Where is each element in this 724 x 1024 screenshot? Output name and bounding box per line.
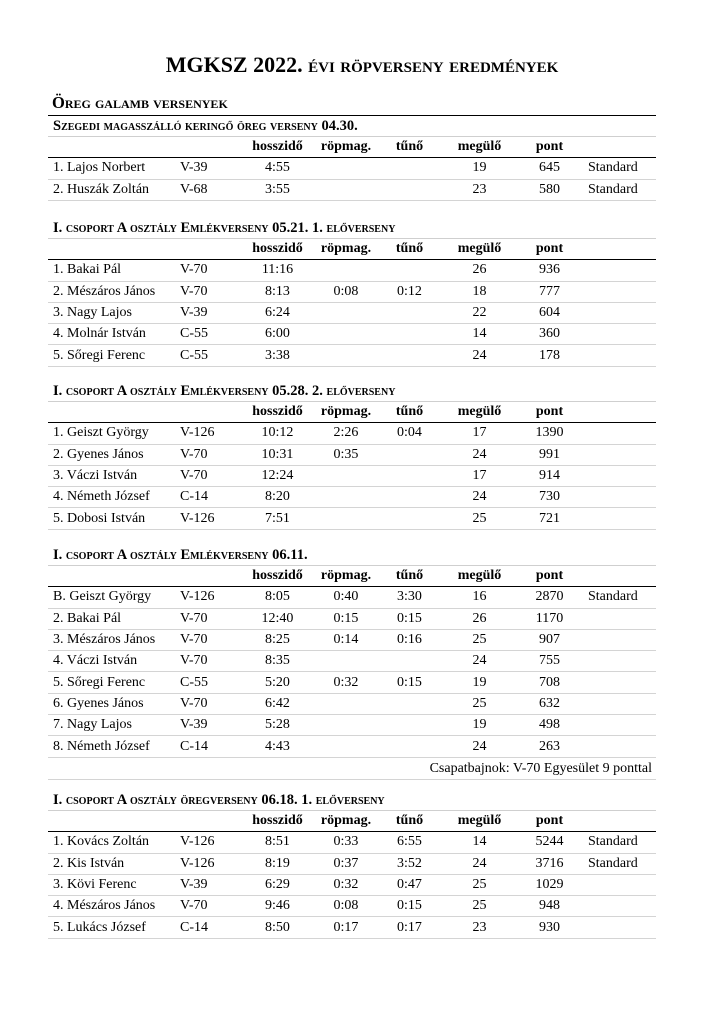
pont-value: 936 bbox=[517, 260, 582, 281]
col-hosszido-header: hosszidő bbox=[240, 566, 315, 587]
table-row bbox=[48, 917, 656, 938]
standard-note: Standard bbox=[582, 832, 656, 853]
tuno-value bbox=[377, 260, 442, 281]
megulo-value: 14 bbox=[442, 324, 517, 345]
table-row bbox=[48, 423, 656, 444]
team-champion-note: Csapatbajnok: V-70 Egyesület 9 ponttal bbox=[48, 758, 656, 780]
hosszido-value: 8:19 bbox=[240, 853, 315, 874]
table-header-row bbox=[48, 566, 656, 587]
standard-note bbox=[582, 465, 656, 486]
competitor-name: 3. Váczi István bbox=[48, 465, 180, 486]
club-code: V-70 bbox=[180, 651, 240, 672]
competitor-name: 3. Kövi Ferenc bbox=[48, 874, 180, 895]
megulo-value: 25 bbox=[442, 693, 517, 714]
col-megulo-header: megülő bbox=[442, 566, 517, 587]
results-table bbox=[48, 239, 656, 367]
table-row bbox=[48, 672, 656, 693]
megulo-value: 22 bbox=[442, 302, 517, 323]
competitor-name: 4. Mészáros János bbox=[48, 896, 180, 917]
standard-note bbox=[582, 444, 656, 465]
megulo-value: 19 bbox=[442, 715, 517, 736]
ropmag-value bbox=[315, 651, 377, 672]
col-hosszido-header: hosszidő bbox=[240, 239, 315, 260]
table-row bbox=[48, 629, 656, 650]
competition-block bbox=[48, 545, 656, 780]
club-code: V-39 bbox=[180, 874, 240, 895]
competitor-name: 2. Gyenes János bbox=[48, 444, 180, 465]
pont-value: 580 bbox=[517, 179, 582, 200]
hosszido-value: 3:55 bbox=[240, 179, 315, 200]
ropmag-value: 0:33 bbox=[315, 832, 377, 853]
tuno-value: 0:15 bbox=[377, 896, 442, 917]
pont-value: 5244 bbox=[517, 832, 582, 853]
standard-note bbox=[582, 487, 656, 508]
tuno-value: 0:04 bbox=[377, 423, 442, 444]
col-ropmag-header: röpmag. bbox=[315, 811, 377, 832]
club-code: V-126 bbox=[180, 832, 240, 853]
standard-note bbox=[582, 423, 656, 444]
pont-value: 3716 bbox=[517, 853, 582, 874]
table-header-row bbox=[48, 239, 656, 260]
ropmag-value bbox=[315, 715, 377, 736]
standard-note bbox=[582, 874, 656, 895]
standard-note bbox=[582, 896, 656, 917]
table-row bbox=[48, 281, 656, 302]
tuno-value: 0:15 bbox=[377, 672, 442, 693]
club-code: V-126 bbox=[180, 587, 240, 608]
competitor-name: 4. Váczi István bbox=[48, 651, 180, 672]
ropmag-value: 0:35 bbox=[315, 444, 377, 465]
competitor-name: 1. Geiszt György bbox=[48, 423, 180, 444]
table-row bbox=[48, 874, 656, 895]
ropmag-value: 0:32 bbox=[315, 672, 377, 693]
ropmag-value: 0:08 bbox=[315, 896, 377, 917]
col-tuno-header: tűnő bbox=[377, 811, 442, 832]
table-row bbox=[48, 487, 656, 508]
tuno-value bbox=[377, 651, 442, 672]
competition-title: I. csoport A osztály Emlékverseny 05.28. 2. előverseny bbox=[48, 381, 656, 402]
tuno-value: 0:12 bbox=[377, 281, 442, 302]
col-tuno-header: tűnő bbox=[377, 402, 442, 423]
club-code: V-70 bbox=[180, 465, 240, 486]
megulo-value: 24 bbox=[442, 853, 517, 874]
hosszido-value: 12:24 bbox=[240, 465, 315, 486]
standard-note bbox=[582, 715, 656, 736]
competitor-name: 4. Németh József bbox=[48, 487, 180, 508]
table-header-row bbox=[48, 811, 656, 832]
club-code: V-126 bbox=[180, 853, 240, 874]
pont-value: 730 bbox=[517, 487, 582, 508]
club-code: C-55 bbox=[180, 324, 240, 345]
col-pont-header: pont bbox=[517, 402, 582, 423]
tuno-value bbox=[377, 345, 442, 366]
ropmag-value: 0:15 bbox=[315, 608, 377, 629]
standard-note: Standard bbox=[582, 179, 656, 200]
competitor-name: 3. Nagy Lajos bbox=[48, 302, 180, 323]
ropmag-value bbox=[315, 487, 377, 508]
ropmag-value bbox=[315, 508, 377, 529]
table-row bbox=[48, 444, 656, 465]
competition-title: I. csoport A osztály öregverseny 06.18. 1. előverseny bbox=[48, 790, 656, 811]
table-row bbox=[48, 896, 656, 917]
hosszido-value: 6:24 bbox=[240, 302, 315, 323]
megulo-value: 23 bbox=[442, 917, 517, 938]
competition-block bbox=[48, 116, 656, 201]
col-megulo-header: megülő bbox=[442, 137, 517, 158]
table-row bbox=[48, 832, 656, 853]
megulo-value: 17 bbox=[442, 465, 517, 486]
megulo-value: 24 bbox=[442, 651, 517, 672]
col-hosszido-header: hosszidő bbox=[240, 402, 315, 423]
tuno-value: 3:52 bbox=[377, 853, 442, 874]
pont-value: 2870 bbox=[517, 587, 582, 608]
megulo-value: 24 bbox=[442, 487, 517, 508]
hosszido-value: 10:31 bbox=[240, 444, 315, 465]
results-table bbox=[48, 811, 656, 939]
hosszido-value: 11:16 bbox=[240, 260, 315, 281]
table-row bbox=[48, 158, 656, 179]
pont-value: 1170 bbox=[517, 608, 582, 629]
table-row bbox=[48, 345, 656, 366]
table-row bbox=[48, 853, 656, 874]
pont-value: 360 bbox=[517, 324, 582, 345]
ropmag-value bbox=[315, 345, 377, 366]
hosszido-value: 8:50 bbox=[240, 917, 315, 938]
table-row bbox=[48, 324, 656, 345]
col-megulo-header: megülő bbox=[442, 811, 517, 832]
club-code: V-126 bbox=[180, 508, 240, 529]
hosszido-value: 5:28 bbox=[240, 715, 315, 736]
megulo-value: 14 bbox=[442, 832, 517, 853]
col-ropmag-header: röpmag. bbox=[315, 137, 377, 158]
competition-title: I. csoport A osztály Emlékverseny 06.11. bbox=[48, 545, 656, 566]
competitor-name: 2. Kis István bbox=[48, 853, 180, 874]
club-code: V-39 bbox=[180, 302, 240, 323]
table-row bbox=[48, 736, 656, 757]
megulo-value: 24 bbox=[442, 345, 517, 366]
standard-note bbox=[582, 693, 656, 714]
hosszido-value: 5:20 bbox=[240, 672, 315, 693]
competitor-name: 7. Nagy Lajos bbox=[48, 715, 180, 736]
table-row bbox=[48, 651, 656, 672]
competition-block bbox=[48, 790, 656, 939]
table-header-row bbox=[48, 402, 656, 423]
hosszido-value: 12:40 bbox=[240, 608, 315, 629]
megulo-value: 16 bbox=[442, 587, 517, 608]
club-code: V-70 bbox=[180, 896, 240, 917]
tuno-value: 0:16 bbox=[377, 629, 442, 650]
standard-note: Standard bbox=[582, 587, 656, 608]
pont-value: 1029 bbox=[517, 874, 582, 895]
col-pont-header: pont bbox=[517, 811, 582, 832]
table-row bbox=[48, 465, 656, 486]
pont-value: 991 bbox=[517, 444, 582, 465]
pont-value: 708 bbox=[517, 672, 582, 693]
club-code: C-14 bbox=[180, 736, 240, 757]
col-hosszido-header: hosszidő bbox=[240, 137, 315, 158]
pont-value: 721 bbox=[517, 508, 582, 529]
tuno-value bbox=[377, 693, 442, 714]
tuno-value: 0:15 bbox=[377, 608, 442, 629]
table-row bbox=[48, 508, 656, 529]
standard-note bbox=[582, 651, 656, 672]
hosszido-value: 8:51 bbox=[240, 832, 315, 853]
ropmag-value bbox=[315, 736, 377, 757]
col-tuno-header: tűnő bbox=[377, 566, 442, 587]
club-code: C-14 bbox=[180, 917, 240, 938]
table-row bbox=[48, 302, 656, 323]
competitor-name: 1. Bakai Pál bbox=[48, 260, 180, 281]
tuno-value bbox=[377, 324, 442, 345]
pont-value: 263 bbox=[517, 736, 582, 757]
hosszido-value: 4:55 bbox=[240, 158, 315, 179]
hosszido-value: 9:46 bbox=[240, 896, 315, 917]
pont-value: 645 bbox=[517, 158, 582, 179]
tuno-value bbox=[377, 508, 442, 529]
pont-value: 914 bbox=[517, 465, 582, 486]
table-row bbox=[48, 260, 656, 281]
competition-title: Szegedi magasszálló keringő öreg verseny 04.30. bbox=[48, 116, 656, 137]
megulo-value: 19 bbox=[442, 158, 517, 179]
col-tuno-header: tűnő bbox=[377, 239, 442, 260]
club-code: C-55 bbox=[180, 345, 240, 366]
tuno-value bbox=[377, 736, 442, 757]
competitor-name: 8. Németh József bbox=[48, 736, 180, 757]
standard-note bbox=[582, 917, 656, 938]
hosszido-value: 6:29 bbox=[240, 874, 315, 895]
hosszido-value: 4:43 bbox=[240, 736, 315, 757]
col-megulo-header: megülő bbox=[442, 402, 517, 423]
table-header-row bbox=[48, 137, 656, 158]
tuno-value bbox=[377, 158, 442, 179]
hosszido-value: 8:20 bbox=[240, 487, 315, 508]
megulo-value: 25 bbox=[442, 874, 517, 895]
competition-block bbox=[48, 381, 656, 530]
tuno-value bbox=[377, 302, 442, 323]
club-code: V-39 bbox=[180, 715, 240, 736]
standard-note bbox=[582, 608, 656, 629]
ropmag-value bbox=[315, 179, 377, 200]
megulo-value: 17 bbox=[442, 423, 517, 444]
club-code: V-70 bbox=[180, 608, 240, 629]
hosszido-value: 8:35 bbox=[240, 651, 315, 672]
pont-value: 498 bbox=[517, 715, 582, 736]
megulo-value: 25 bbox=[442, 896, 517, 917]
pont-value: 632 bbox=[517, 693, 582, 714]
table-row bbox=[48, 715, 656, 736]
club-code: V-126 bbox=[180, 423, 240, 444]
standard-note bbox=[582, 302, 656, 323]
club-code: V-70 bbox=[180, 260, 240, 281]
competitor-name: 6. Gyenes János bbox=[48, 693, 180, 714]
col-megulo-header: megülő bbox=[442, 239, 517, 260]
pont-value: 755 bbox=[517, 651, 582, 672]
pont-value: 948 bbox=[517, 896, 582, 917]
col-pont-header: pont bbox=[517, 137, 582, 158]
pont-value: 907 bbox=[517, 629, 582, 650]
col-ropmag-header: röpmag. bbox=[315, 239, 377, 260]
competitor-name: 2. Mészáros János bbox=[48, 281, 180, 302]
pont-value: 777 bbox=[517, 281, 582, 302]
hosszido-value: 6:42 bbox=[240, 693, 315, 714]
competitor-name: 5. Dobosi István bbox=[48, 508, 180, 529]
competitor-name: 4. Molnár István bbox=[48, 324, 180, 345]
pont-value: 178 bbox=[517, 345, 582, 366]
standard-note: Standard bbox=[582, 158, 656, 179]
standard-note bbox=[582, 345, 656, 366]
col-ropmag-header: röpmag. bbox=[315, 402, 377, 423]
club-code: V-70 bbox=[180, 444, 240, 465]
table-row bbox=[48, 608, 656, 629]
tuno-value: 3:30 bbox=[377, 587, 442, 608]
standard-note: Standard bbox=[582, 853, 656, 874]
ropmag-value: 0:08 bbox=[315, 281, 377, 302]
competitor-name: 2. Huszák Zoltán bbox=[48, 179, 180, 200]
hosszido-value: 6:00 bbox=[240, 324, 315, 345]
ropmag-value: 0:32 bbox=[315, 874, 377, 895]
hosszido-value: 8:13 bbox=[240, 281, 315, 302]
megulo-value: 26 bbox=[442, 608, 517, 629]
ropmag-value bbox=[315, 693, 377, 714]
megulo-value: 25 bbox=[442, 508, 517, 529]
megulo-value: 19 bbox=[442, 672, 517, 693]
standard-note bbox=[582, 324, 656, 345]
tuno-value bbox=[377, 715, 442, 736]
results-table bbox=[48, 402, 656, 530]
hosszido-value: 3:38 bbox=[240, 345, 315, 366]
tuno-value bbox=[377, 444, 442, 465]
table-row bbox=[48, 587, 656, 608]
competitor-name: 3. Mészáros János bbox=[48, 629, 180, 650]
ropmag-value bbox=[315, 302, 377, 323]
club-code: V-68 bbox=[180, 179, 240, 200]
col-pont-header: pont bbox=[517, 239, 582, 260]
megulo-value: 24 bbox=[442, 736, 517, 757]
page-title: MGKSZ 2022. évi röpverseny eredmények bbox=[165, 52, 559, 77]
hosszido-value: 8:25 bbox=[240, 629, 315, 650]
megulo-value: 24 bbox=[442, 444, 517, 465]
ropmag-value: 0:40 bbox=[315, 587, 377, 608]
competition-block bbox=[48, 218, 656, 367]
standard-note bbox=[582, 260, 656, 281]
club-code: V-70 bbox=[180, 693, 240, 714]
competitor-name: 2. Bakai Pál bbox=[48, 608, 180, 629]
tuno-value: 0:47 bbox=[377, 874, 442, 895]
hosszido-value: 10:12 bbox=[240, 423, 315, 444]
club-code: C-14 bbox=[180, 487, 240, 508]
col-tuno-header: tűnő bbox=[377, 137, 442, 158]
standard-note bbox=[582, 672, 656, 693]
club-code: C-55 bbox=[180, 672, 240, 693]
ropmag-value bbox=[315, 324, 377, 345]
section-title: Öreg galamb versenyek bbox=[52, 93, 228, 112]
club-code: V-70 bbox=[180, 629, 240, 650]
tuno-value bbox=[377, 465, 442, 486]
tuno-value bbox=[377, 487, 442, 508]
competition-title: I. csoport A osztály Emlékverseny 05.21. 1. előverseny bbox=[48, 218, 656, 239]
megulo-value: 23 bbox=[442, 179, 517, 200]
tuno-value: 6:55 bbox=[377, 832, 442, 853]
col-pont-header: pont bbox=[517, 566, 582, 587]
competitor-name: 5. Lukács József bbox=[48, 917, 180, 938]
results-table bbox=[48, 137, 656, 201]
col-ropmag-header: röpmag. bbox=[315, 566, 377, 587]
ropmag-value: 0:14 bbox=[315, 629, 377, 650]
competitor-name: 1. Kovács Zoltán bbox=[48, 832, 180, 853]
ropmag-value bbox=[315, 465, 377, 486]
competitor-name: 1. Lajos Norbert bbox=[48, 158, 180, 179]
competitor-name: B. Geiszt György bbox=[48, 587, 180, 608]
standard-note bbox=[582, 629, 656, 650]
ropmag-value: 2:26 bbox=[315, 423, 377, 444]
table-row bbox=[48, 179, 656, 200]
standard-note bbox=[582, 281, 656, 302]
tuno-value: 0:17 bbox=[377, 917, 442, 938]
club-code: V-39 bbox=[180, 158, 240, 179]
competitor-name: 5. Sőregi Ferenc bbox=[48, 672, 180, 693]
megulo-value: 26 bbox=[442, 260, 517, 281]
table-row bbox=[48, 693, 656, 714]
standard-note bbox=[582, 508, 656, 529]
pont-value: 1390 bbox=[517, 423, 582, 444]
competitor-name: 5. Sőregi Ferenc bbox=[48, 345, 180, 366]
results-table bbox=[48, 566, 656, 758]
pont-value: 930 bbox=[517, 917, 582, 938]
hosszido-value: 7:51 bbox=[240, 508, 315, 529]
ropmag-value: 0:17 bbox=[315, 917, 377, 938]
standard-note bbox=[582, 736, 656, 757]
ropmag-value: 0:37 bbox=[315, 853, 377, 874]
tuno-value bbox=[377, 179, 442, 200]
hosszido-value: 8:05 bbox=[240, 587, 315, 608]
pont-value: 604 bbox=[517, 302, 582, 323]
ropmag-value bbox=[315, 158, 377, 179]
col-hosszido-header: hosszidő bbox=[240, 811, 315, 832]
megulo-value: 18 bbox=[442, 281, 517, 302]
megulo-value: 25 bbox=[442, 629, 517, 650]
ropmag-value bbox=[315, 260, 377, 281]
club-code: V-70 bbox=[180, 281, 240, 302]
